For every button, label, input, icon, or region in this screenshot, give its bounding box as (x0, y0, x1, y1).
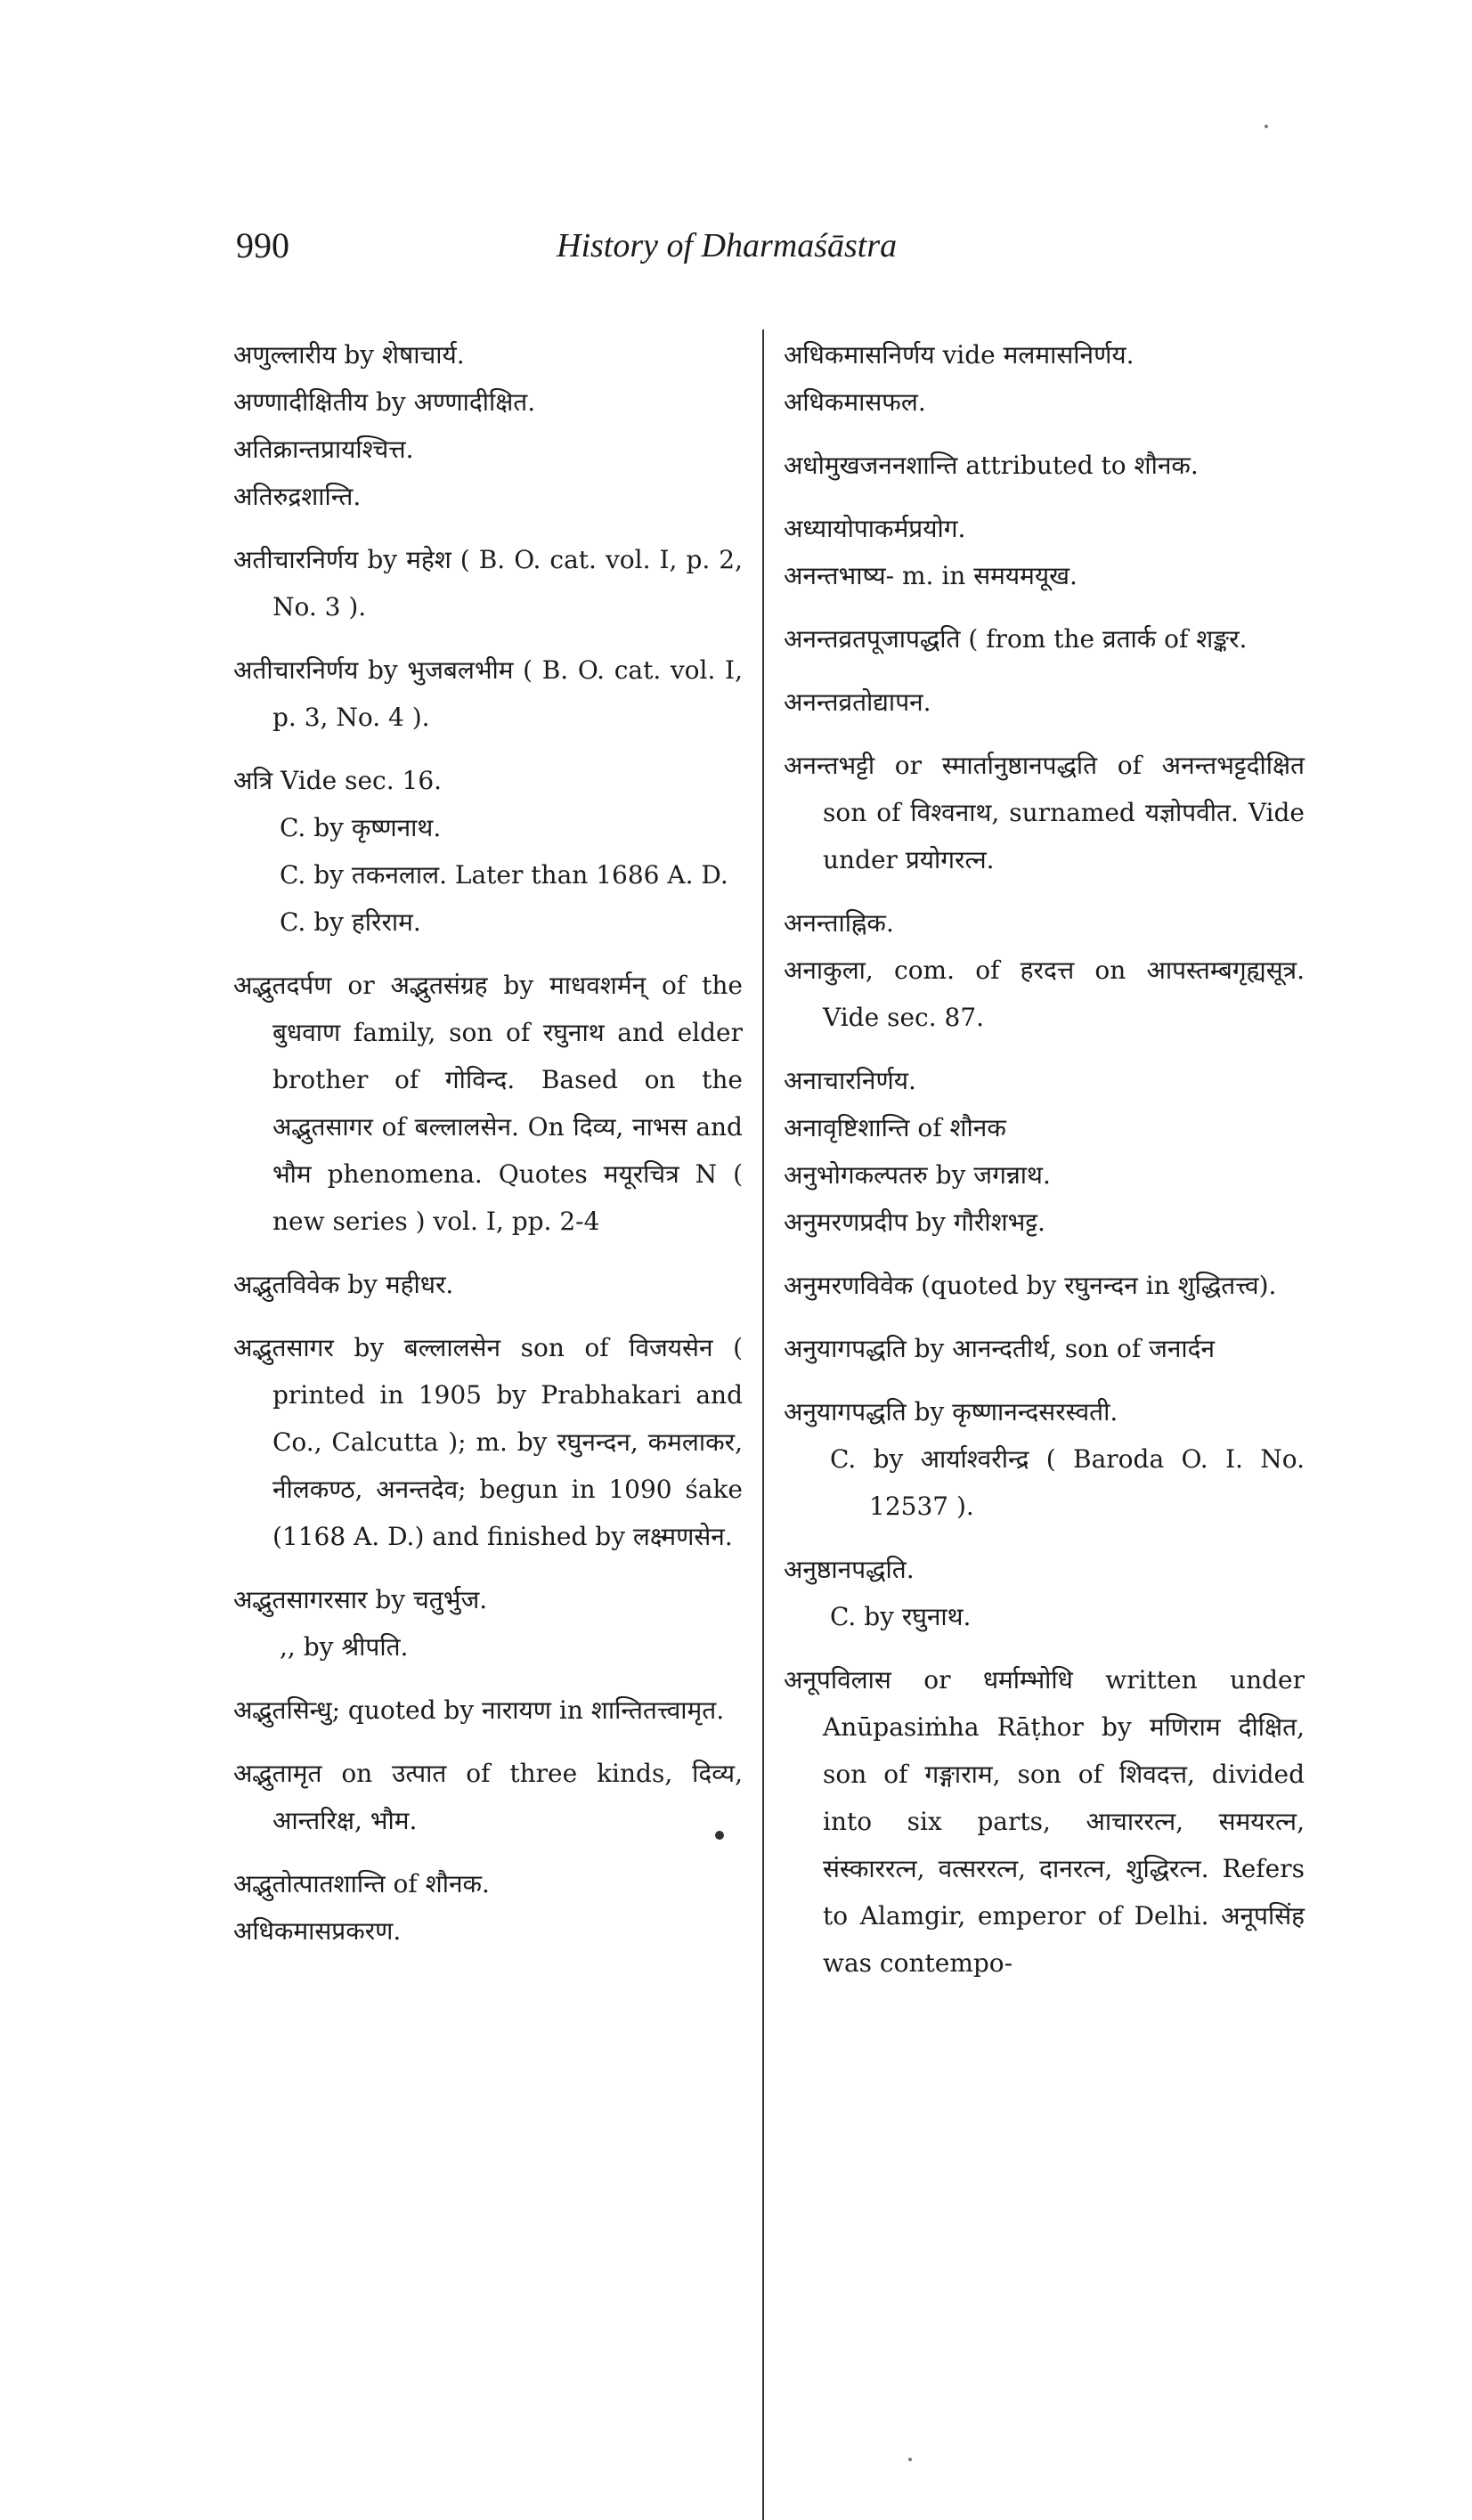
bibliography-entry: अधोमुखजननशान्ति attributed to शौनक. (784, 451, 1199, 480)
bibliography-entry: अनुयागपद्धति by कृष्णानन्दसरस्वती. (784, 1397, 1118, 1427)
bibliography-entry: अद्भुतामृत on उत्पात of three kinds, दिव्य, आन्तरिक्ष, भौम. (233, 1759, 743, 1835)
bibliography-entry: अद्भुतविवेक by महीधर. (233, 1270, 454, 1299)
bibliography-entry: अणुल्लारीय by शेषाचार्य. (233, 340, 465, 370)
right-column (784, 331, 1305, 1987)
bibliography-entry: अतिरुद्रशान्ति. (233, 482, 362, 511)
bibliography-entry: C. by हरिराम. (280, 907, 421, 937)
bibliography-entry: अनाकुला, com. of हरदत्त on आपस्तम्बगृह्यसूत्र. Vide sec. 87. (784, 955, 1305, 1032)
bibliography-entry: C. by रघुनाथ. (830, 1602, 972, 1631)
bibliography-entry: अनुष्ठानपद्धति. (784, 1555, 915, 1584)
column-divider (762, 329, 764, 2520)
bibliography-entry: अद्भुतोत्पातशान्ति of शौनक. (233, 1869, 490, 1898)
bibliography-entry: अनुयागपद्धति by आनन्दतीर्थ, son of जनार्दन (784, 1334, 1216, 1363)
bibliography-entry: अधिकमासप्रकरण. (233, 1916, 402, 1946)
running-title: History of Dharmaśāstra (557, 227, 898, 264)
bibliography-entry: अतीचारनिर्णय by भुजबलभीम ( B. O. cat. vol. I, p. 3, No. 4 ). (233, 655, 743, 732)
page-number: 990 (236, 225, 289, 265)
bibliography-entry: C. by तकनलाल. Later than 1686 A. D. (280, 860, 728, 890)
ink-dot (715, 1831, 724, 1840)
bibliography-entry: अनन्तव्रतोद्यापन. (784, 687, 931, 717)
bibliography-entry: ,, by श्रीपति. (280, 1632, 409, 1662)
bibliography-entry: अनुमरणप्रदीप by गौरीशभट्ट. (784, 1207, 1045, 1237)
bibliography-entry: अनन्तव्रतपूजापद्धति ( from the व्रतार्क of शङ्कर. (784, 624, 1248, 654)
bibliography-entry: C. by आर्याश्वरीन्द्र ( Baroda O. I. No. 12537 ). (830, 1444, 1305, 1521)
bibliography-entry: अत्रि Vide sec. 16. (233, 766, 443, 795)
bibliography-entry: अनाचारनिर्णय. (784, 1066, 916, 1095)
scan-speck (1265, 125, 1268, 128)
bibliography-entry: अतीचारनिर्णय by महेश ( B. O. cat. vol. I, p. 2, No. 3 ). (233, 545, 743, 622)
bibliography-entry: अनुमरणविवेक (quoted by रघुनन्दन in शुद्धितत्त्व). (784, 1271, 1277, 1300)
bibliography-entry: अतिक्रान्तप्रायश्चित्त. (233, 435, 414, 464)
page-header (236, 224, 1296, 278)
bibliography-entry: अनूपविलास or धर्माम्भोधि written under Anūpasiṁha Rāṭhor by मणिराम दीक्षित, son of गङ्गाराम, son of शिवदत्त, divided into six parts, आचाररत्न, समयरत्न, संस्काररत्न, वत्सररत्न, दानरत्न, शुद्धिरत्न. Refers to Alamgir, emperor of Delhi. अनूपसिंह was contempo- (784, 1665, 1305, 1978)
bibliography-entry: अण्णादीक्षितीय by अण्णादीक्षित. (233, 387, 536, 417)
left-column (233, 331, 743, 1955)
bibliography-entry: अनुभोगकल्पतरु by जगन्नाथ. (784, 1160, 1051, 1190)
bibliography-entry: अधिकमासफल. (784, 387, 926, 417)
bibliography-entry: अद्भुतदर्पण or अद्भुतसंग्रह by माधवशर्मन् of the बुधवाण family, son of रघुनाथ and elder brother of गोविन्द. Based on the अद्भुतसागर of बल्लालसेन. On दिव्य, नाभस and भौम phenomena. Quotes मयूरचित्र N ( new series ) vol. I, pp. 2-4 (233, 971, 743, 1236)
bibliography-entry: अधिकमासनिर्णय vide मलमासनिर्णय. (784, 340, 1134, 370)
bibliography-entry: अनन्ताह्निक. (784, 908, 894, 938)
scan-speck (908, 2458, 912, 2461)
bibliography-entry: अनन्तभाष्य- m. in समयमयूख. (784, 561, 1078, 590)
bibliography-entry: C. by कृष्णनाथ. (280, 813, 442, 842)
bibliography-entry: अद्भुतसागरसार by चतुर्भुज. (233, 1585, 488, 1614)
bibliography-entry: अनावृष्टिशान्ति of शौनक (784, 1113, 1006, 1142)
bibliography-entry: अद्भुतसिन्धु; quoted by नारायण in शान्तितत्त्वामृत. (233, 1695, 725, 1725)
bibliography-entry: अध्यायोपाकर्मप्रयोग. (784, 514, 966, 543)
bibliography-entry: अनन्तभट्टी or स्मार्तानुष्ठानपद्धति of अनन्तभट्टदीक्षित son of विश्वनाथ, surnamed यज्ञोपवीत. Vide under प्रयोगरत्न. (784, 751, 1305, 874)
bibliography-entry: अद्भुतसागर by बल्लालसेन son of विजयसेन ( printed in 1905 by Prabhakari and Co., Calcutta ); m. by रघुनन्दन, कमलाकर, नीलकण्ठ, अनन्तदेव; begun in 1090 śake (1168 A. D.) and finished by लक्ष्मणसेन. (233, 1333, 743, 1551)
